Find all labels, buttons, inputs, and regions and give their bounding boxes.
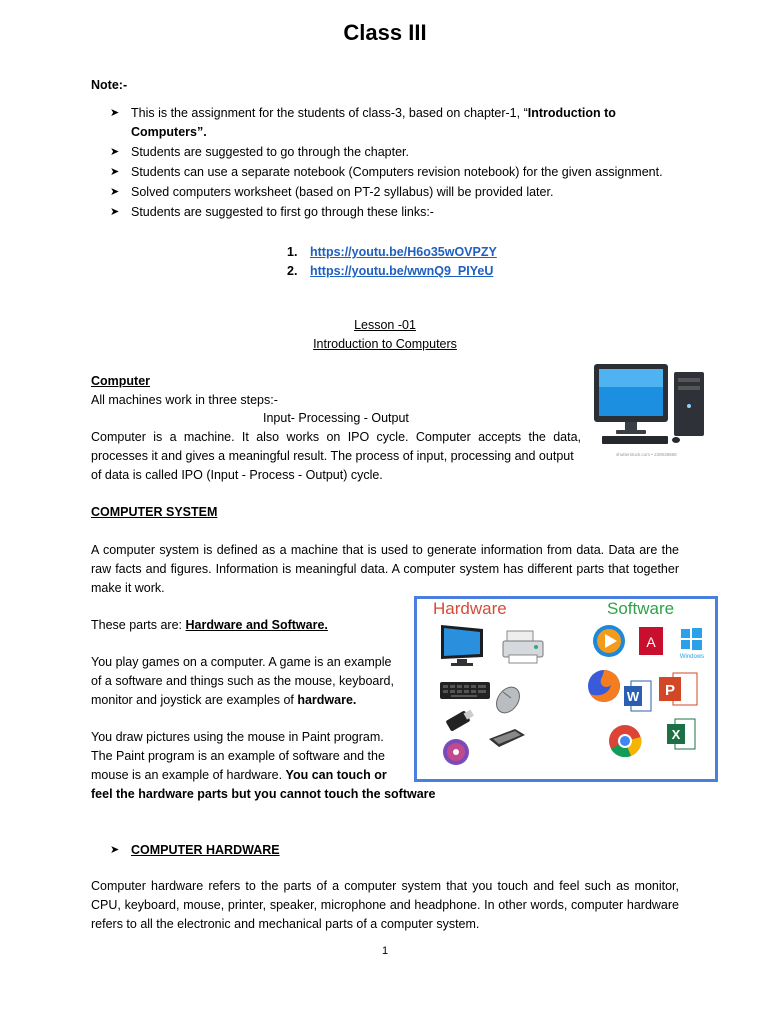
games-line-2: of a software and things such as the mouse, keyboard,: [91, 674, 394, 688]
usb-drive-icon: [441, 707, 477, 737]
firefox-icon: [585, 667, 623, 705]
page-number: 1: [381, 945, 389, 957]
arrow-bullet-icon: ➤: [110, 107, 120, 119]
svg-text:P: P: [664, 682, 676, 699]
computer-hardware-heading: COMPUTER HARDWARE: [131, 843, 280, 857]
computer-heading: Computer: [91, 374, 151, 388]
arrow-bullet-icon: ➤: [110, 146, 120, 158]
bullet-4: Solved computers worksheet (based on PT-2 syllabus) will be provided later.: [131, 185, 554, 199]
arrow-bullet-icon: ➤: [110, 206, 120, 218]
ipo-line: Input- Processing - Output: [263, 411, 409, 425]
chrome-icon: [607, 723, 643, 759]
parts-line: These parts are: Hardware and Software.: [91, 618, 328, 632]
lesson-number: Lesson -01: [354, 318, 416, 332]
games-line-1: You play games on a computer. A game is an example: [91, 655, 392, 669]
computer-para-3: of data is called IPO (Input - Process - Output) cycle.: [91, 468, 383, 482]
powerpoint-icon: [657, 669, 701, 709]
computer-system-para: A computer system is defined as a machine that is used to generate information from data. Data are the raw facts and figures. Information is meaningful data. A computer system has different parts that together make it work.: [91, 543, 679, 595]
page-title: Class III: [343, 20, 427, 45]
software-label: Software: [607, 599, 675, 618]
computer-para-1: Computer is a machine. It also works on IPO cycle. Computer accepts the data,: [91, 430, 581, 444]
bullet-2: Students are suggested to go through the chapter.: [131, 145, 409, 159]
desktop-computer-image: [592, 360, 712, 460]
three-steps-line: All machines work in three steps:-: [91, 393, 278, 407]
monitor-icon: [439, 623, 487, 667]
paint-line-3: mouse is an example of hardware. You can touch or: [91, 768, 387, 782]
svg-text:W: W: [626, 689, 640, 704]
printer-icon: [501, 629, 547, 665]
bullet-1-cont: Computers”.: [131, 125, 207, 139]
pdf-reader-icon: [637, 625, 665, 657]
paint-line-1: You draw pictures using the mouse in Paint program.: [91, 730, 384, 744]
mouse-icon: [489, 683, 527, 717]
media-player-icon: [591, 623, 627, 659]
bullet-3: Students can use a separate notebook (Computers revision notebook) for the given assignment.: [131, 165, 663, 179]
paint-line-2: The Paint program is an example of software and the: [91, 749, 385, 763]
bullet-5: Students are suggested to first go through these links:-: [131, 205, 434, 219]
windows-icon: [675, 627, 709, 659]
games-line-3: monitor and joystick are examples of hardware.: [91, 693, 357, 707]
svg-text:X: X: [671, 727, 681, 742]
computer-para-2: processes it and gives a meaningful result. The process of input, processing and output: [91, 449, 574, 463]
arrow-bullet-icon: ➤: [110, 844, 120, 856]
computer-system-heading: COMPUTER SYSTEM: [91, 505, 218, 519]
lesson-title: Introduction to Computers: [313, 337, 457, 351]
arrow-bullet-icon: ➤: [110, 166, 120, 178]
hardware-label: Hardware: [433, 599, 507, 618]
bullet-1: This is the assignment for the students of class-3, based on chapter-1, “Introduction to: [131, 106, 616, 120]
excel-icon: [665, 717, 697, 751]
word-icon: [623, 679, 653, 713]
computer-hardware-para: Computer hardware refers to the parts of a computer system that you touch and feel such as monitor, CPU, keyboard, mouse, printer, speaker, microphone and headphone. In other words, computer hardware refers to all the electronic and mechanical parts of a computer system.: [91, 879, 679, 931]
windows-label: Windows: [679, 654, 705, 659]
link-number-1: 1.: [287, 245, 298, 259]
keyboard-icon: [439, 679, 491, 701]
scanner-icon: [487, 725, 527, 751]
youtube-link-2[interactable]: https://youtu.be/wwnQ9_PIYeU: [310, 264, 494, 278]
arrow-bullet-icon: ➤: [110, 186, 120, 198]
link-number-2: 2.: [287, 264, 298, 278]
svg-text:A: A: [646, 634, 656, 650]
paint-line-4: feel the hardware parts but you cannot touch the software: [91, 787, 436, 801]
hardware-software-panel: [414, 596, 718, 782]
youtube-link-1[interactable]: https://youtu.be/H6o35wOVPZY: [310, 245, 497, 259]
cd-disc-icon: [441, 737, 471, 767]
image-caption: shutterstock.com • 239036668: [616, 452, 677, 457]
note-label: Note:-: [91, 78, 128, 92]
